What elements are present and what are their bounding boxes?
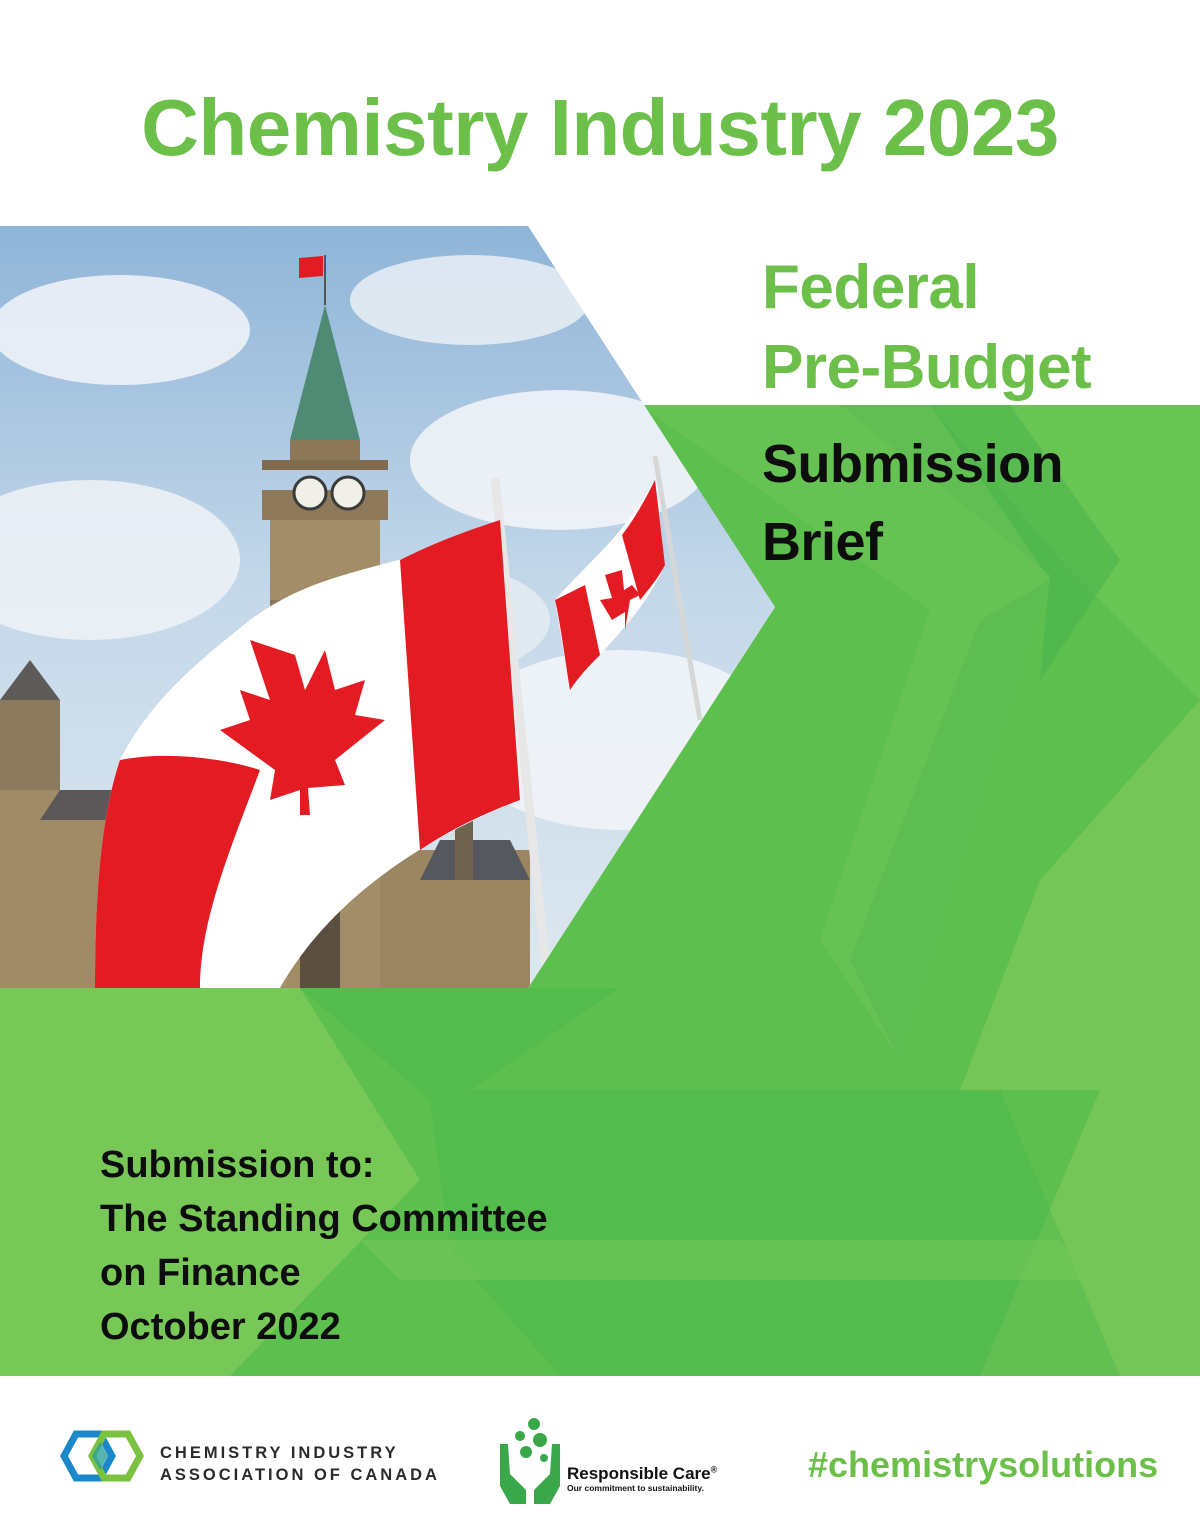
responsible-care-hands-icon bbox=[496, 1414, 566, 1514]
subtitle-line: Submission bbox=[762, 434, 1064, 494]
submission-details bbox=[100, 1138, 548, 1354]
footer bbox=[0, 1376, 1200, 1532]
subtitle-line: Pre-Budget bbox=[762, 333, 1092, 402]
subtitle-line: Federal bbox=[762, 253, 980, 322]
ciac-line: CHEMISTRY INDUSTRY bbox=[160, 1444, 399, 1462]
registered-mark: ® bbox=[710, 1464, 718, 1475]
subtitle-line: Brief bbox=[762, 512, 883, 572]
submission-line: on Finance bbox=[100, 1252, 301, 1294]
ciac-line: ASSOCIATION OF CANADA bbox=[160, 1466, 440, 1484]
subtitle-federal-pre-budget bbox=[762, 248, 1091, 408]
cover-title: Chemistry Industry 2023 bbox=[141, 83, 1059, 172]
responsible-care-tagline: Our commitment to sustainability. bbox=[567, 1483, 704, 1493]
submission-line: The Standing Committee bbox=[100, 1198, 548, 1240]
submission-line: Submission to: bbox=[100, 1144, 375, 1186]
responsible-care-name-text: Responsible Care bbox=[567, 1464, 711, 1483]
ciac-wordmark bbox=[160, 1442, 440, 1486]
subtitle-submission-brief bbox=[762, 425, 1063, 581]
ciac-hexagon-logo-icon bbox=[58, 1426, 153, 1486]
responsible-care-name bbox=[567, 1464, 717, 1484]
hashtag: #chemistrysolutions bbox=[808, 1444, 1159, 1485]
submission-line: October 2022 bbox=[100, 1306, 341, 1348]
